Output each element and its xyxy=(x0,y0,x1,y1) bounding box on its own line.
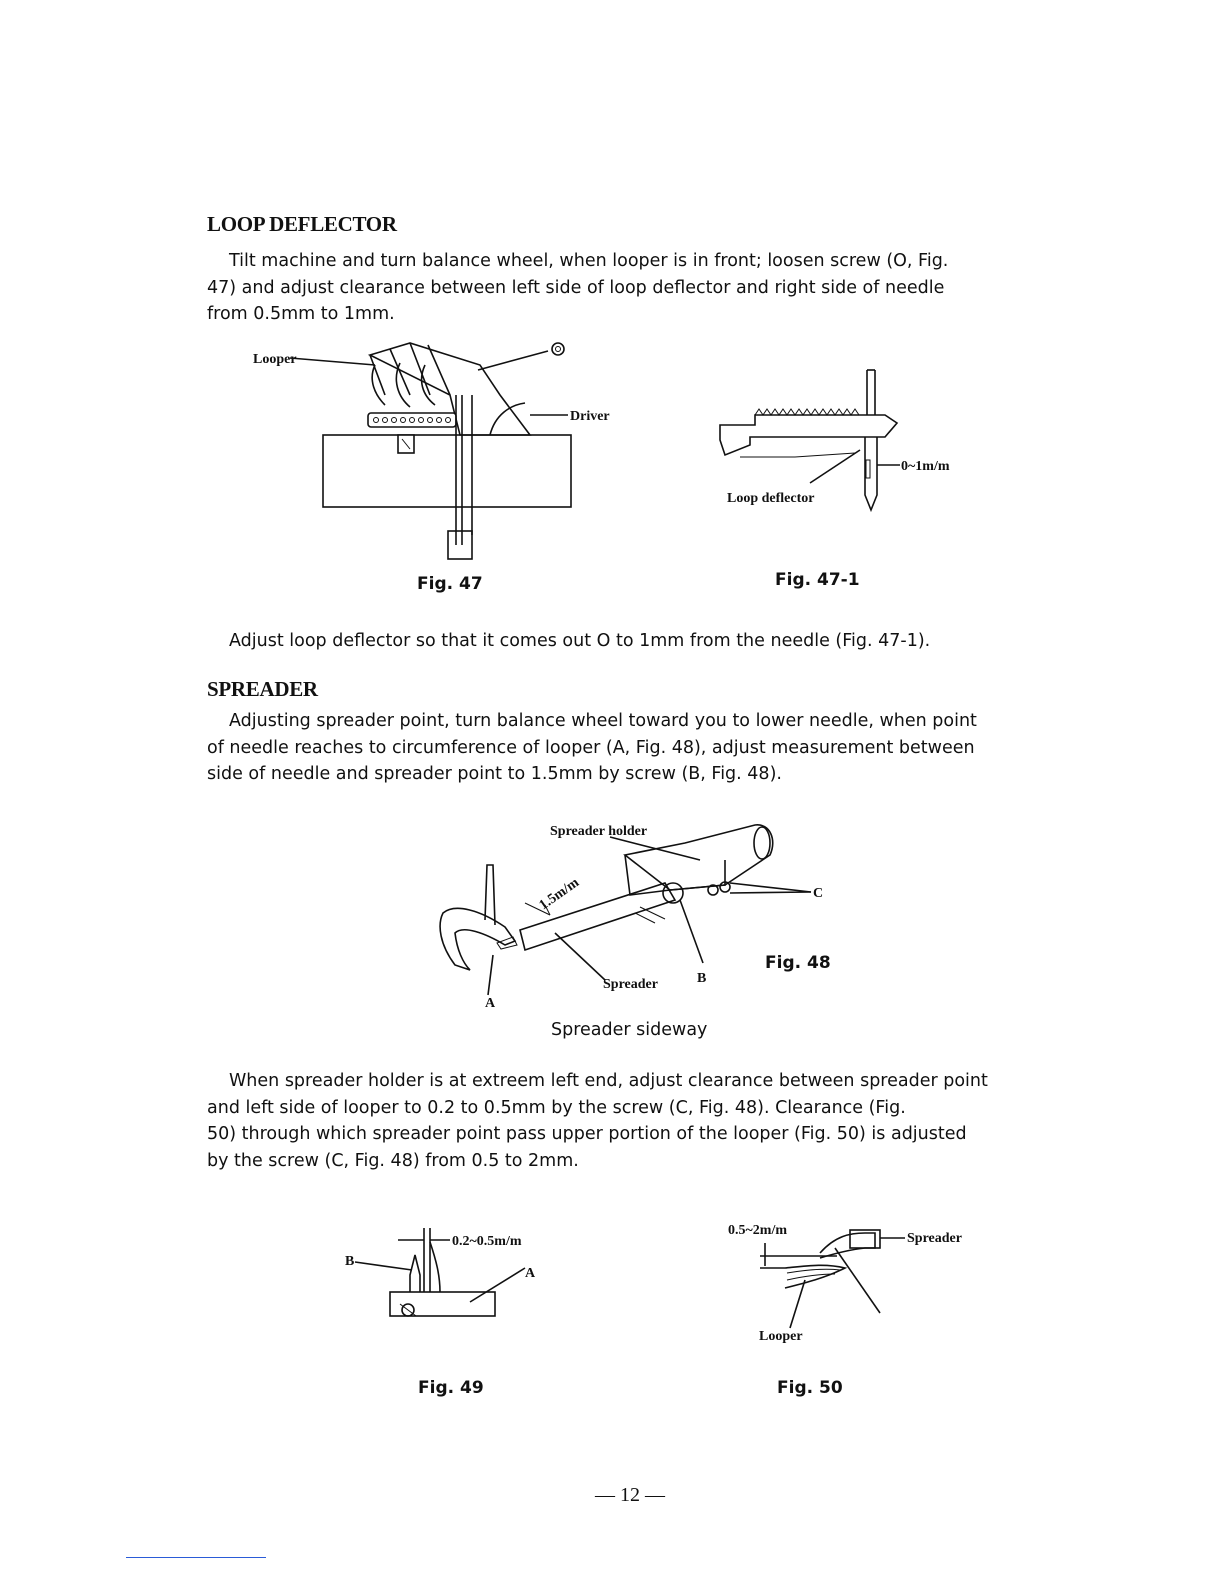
fig48-label-dimension: 1.5m/m xyxy=(536,875,582,914)
fig49-label-clearance: 0.2~0.5m/m xyxy=(452,1234,522,1249)
fig47-illustration xyxy=(250,335,630,575)
adjust-note-paragraph xyxy=(229,628,1049,655)
fig50-illustration xyxy=(725,1218,985,1348)
fig49-caption: Fig. 49 xyxy=(418,1378,484,1398)
spreader-sideway-caption: Spreader sideway xyxy=(551,1020,708,1040)
page-number: — 12 — xyxy=(595,1484,665,1506)
fig48-looper xyxy=(440,908,515,970)
fig49-illustration xyxy=(340,1220,560,1360)
paragraph-line: by the screw (C, Fig. 48) from 0.5 to 2mm. xyxy=(207,1150,579,1171)
paragraph-line: and left side of looper to 0.2 to 0.5mm by the screw (C, Fig. 48). Clearance (Fig. xyxy=(207,1097,906,1118)
fig50-caption: Fig. 50 xyxy=(777,1378,843,1398)
section-heading-loop-deflector: LOOP DEFLECTOR xyxy=(207,212,397,236)
fig47-caption: Fig. 47 xyxy=(417,574,483,594)
paragraph-line: side of needle and spreader point to 1.5mm by screw (B, Fig. 48). xyxy=(207,764,782,784)
fig47-1-caption: Fig. 47-1 xyxy=(775,570,860,590)
fig47-1-label-loop-deflector: Loop deflector xyxy=(727,491,815,506)
fig48-illustration xyxy=(425,815,845,1015)
fig48-label-spreader-holder: Spreader holder xyxy=(550,824,648,839)
spreader-paragraph-2 xyxy=(207,1068,1057,1174)
fig47-label-driver: Driver xyxy=(570,409,610,424)
fig47-1-label-clearance: 0~1m/m xyxy=(901,459,950,474)
paragraph-line: 47) and adjust clearance between left side of loop deflector and right side of needle xyxy=(207,277,945,298)
paragraph-line: Adjusting spreader point, turn balance wheel toward you to lower needle, when point xyxy=(229,711,977,731)
fig50-spreader-tip xyxy=(820,1233,875,1258)
fig49-label-a: A xyxy=(525,1266,536,1281)
fig48-label-a: A xyxy=(485,996,496,1011)
fig48-label-spreader: Spreader xyxy=(603,977,658,992)
paragraph-line: Adjust loop deflector so that it comes out O to 1mm from the needle (Fig. 47-1). xyxy=(229,631,931,651)
fig47-label-looper: Looper xyxy=(253,352,297,367)
footnote-rule xyxy=(126,1557,266,1558)
fig48-caption: Fig. 48 xyxy=(765,953,831,973)
spreader-paragraph xyxy=(207,708,1057,788)
loop-deflector-paragraph xyxy=(207,248,1057,328)
fig50-label-looper: Looper xyxy=(759,1329,803,1344)
paragraph-line: from 0.5mm to 1mm. xyxy=(207,304,395,324)
paragraph-line: Tilt machine and turn balance wheel, when looper is in front; loosen screw (O, Fig. xyxy=(229,251,949,271)
paragraph-line: When spreader holder is at extreem left end, adjust clearance between spreader point xyxy=(229,1071,988,1091)
fig50-label-clearance: 0.5~2m/m xyxy=(728,1223,787,1238)
fig47-1-needle xyxy=(865,437,877,510)
paragraph-line: 50) through which spreader point pass upper portion of the looper (Fig. 50) is adjusted xyxy=(207,1124,967,1144)
fig50-label-spreader: Spreader xyxy=(907,1231,962,1246)
paragraph-line: of needle reaches to circumference of looper (A, Fig. 48), adjust measurement between xyxy=(207,737,975,758)
fig49-label-b: B xyxy=(345,1254,355,1269)
fig47-screw-plate xyxy=(368,413,456,427)
fig48-label-c: C xyxy=(813,886,824,901)
section-heading-spreader: SPREADER xyxy=(207,677,318,701)
fig48-label-b: B xyxy=(697,971,707,986)
fig47-1-illustration xyxy=(715,365,955,515)
fig47-machine-bed xyxy=(323,435,571,507)
